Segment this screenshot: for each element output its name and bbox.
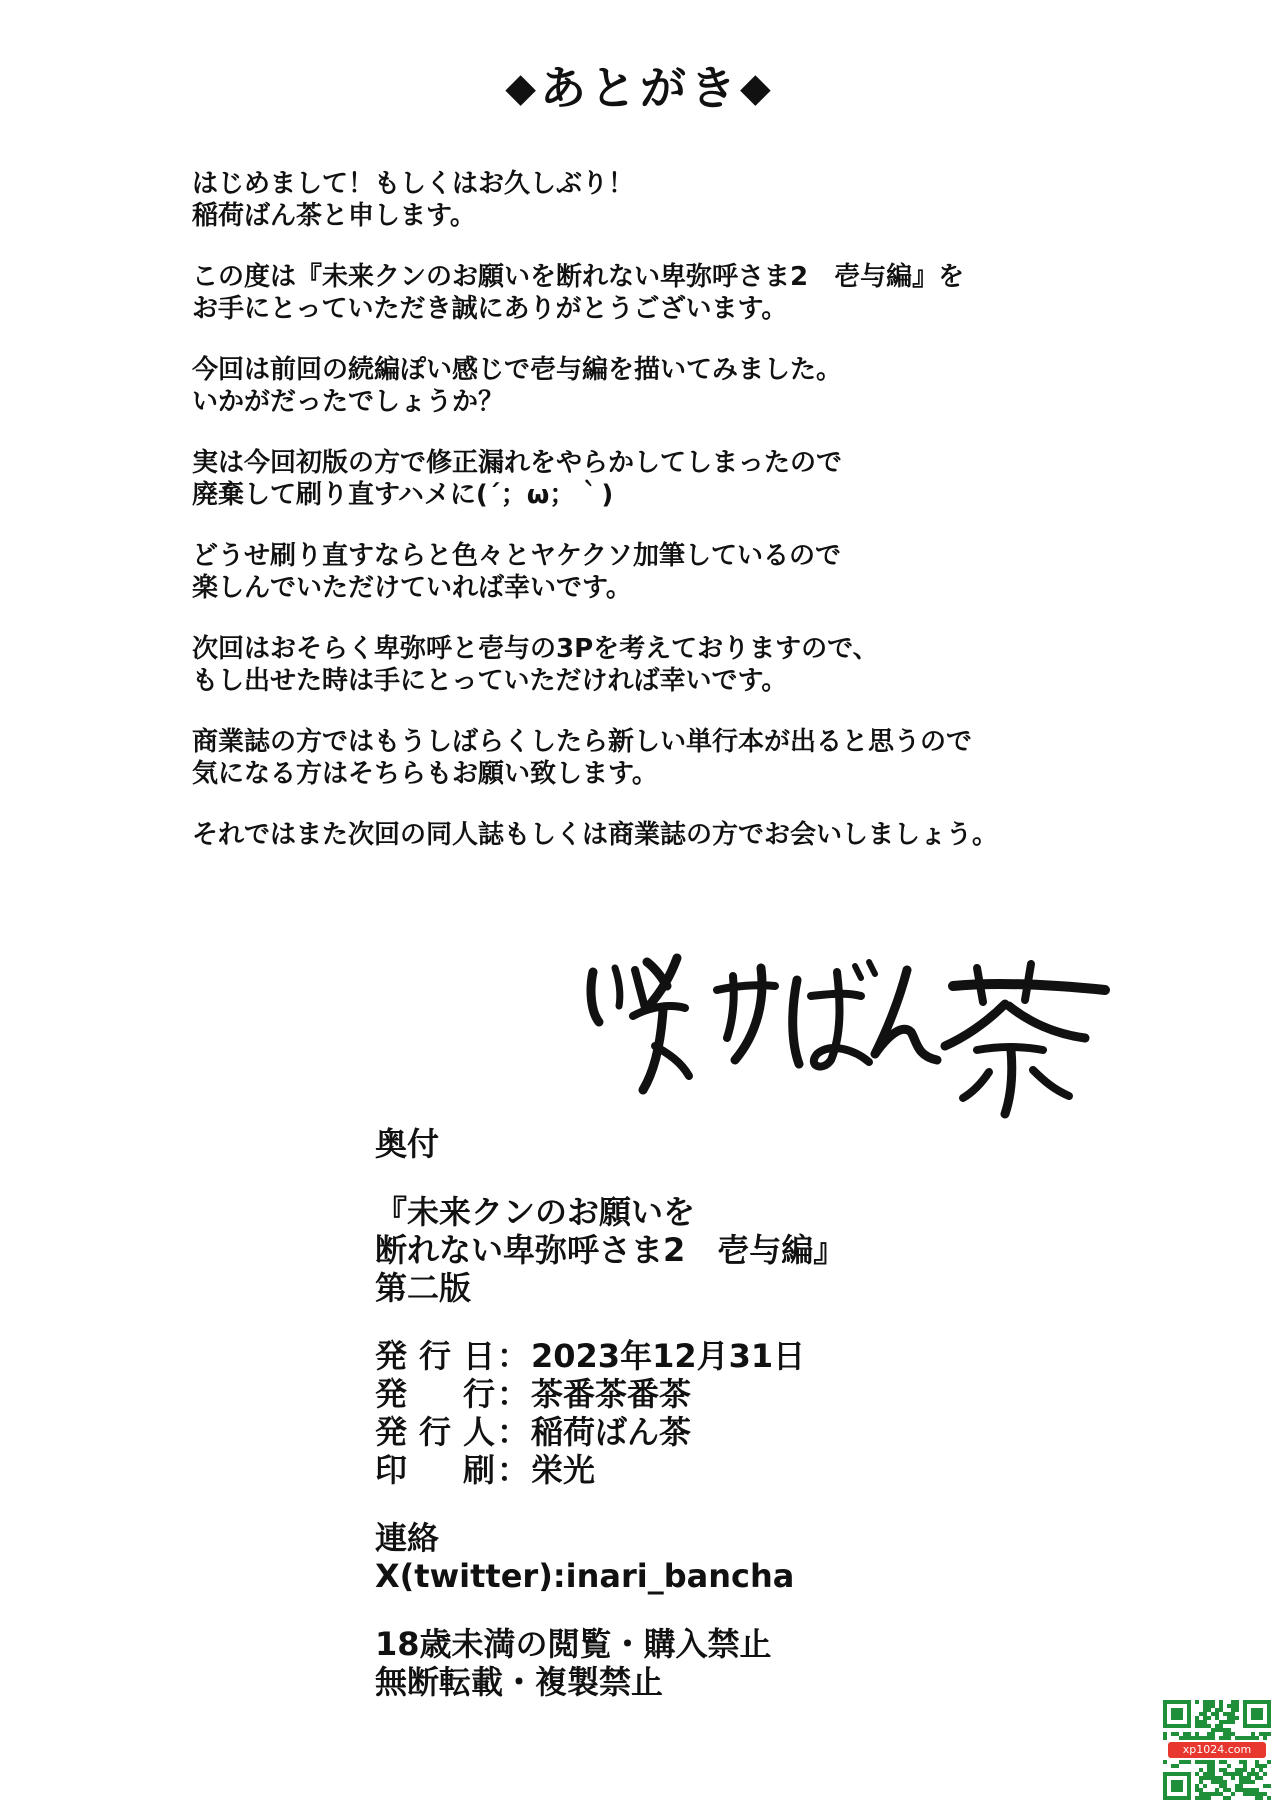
detail-separator: ：: [496, 1375, 529, 1413]
contact-block: [375, 1519, 1075, 1595]
detail-row: [375, 1337, 1075, 1375]
detail-row: [375, 1413, 1075, 1451]
detail-value: 2023年12月31日: [531, 1337, 806, 1375]
diamond-left-icon: ◆: [505, 65, 540, 111]
colophon-heading: 奥付: [375, 1125, 440, 1163]
afterword-line: はじめまして！もしくはお久しぶり！: [192, 169, 635, 199]
afterword-paragraph: [192, 354, 1192, 418]
afterword-paragraph: [192, 726, 1192, 790]
detail-separator: ：: [496, 1337, 529, 1375]
afterword-paragraph: [192, 819, 1192, 851]
detail-key: 印刷: [375, 1451, 495, 1489]
detail-key: 発行人: [375, 1413, 495, 1451]
afterword-line: 今回は前回の続編ぽい感じで壱与編を描いてみました。: [192, 355, 843, 385]
afterword-text: [192, 168, 1192, 880]
afterword-line: 廃棄して刷り直すハメに(´；ω；｀): [192, 480, 614, 510]
qr-caption: xp1024.com: [1168, 1742, 1266, 1758]
afterword-line: お手にとっていただき誠にありがとうございます。: [192, 294, 788, 324]
detail-value: 稲荷ばん茶: [531, 1413, 692, 1451]
detail-separator: ：: [496, 1413, 529, 1451]
edition-label: 第二版: [375, 1269, 472, 1307]
book-title-line: 『未来クンのお願いを: [375, 1193, 696, 1231]
notice-line: 18歳未満の閲覧・購入禁止: [375, 1625, 772, 1663]
detail-row: [375, 1451, 1075, 1489]
afterword-line: 楽しんでいただけていれば幸いです。: [192, 573, 632, 603]
detail-value: 茶番茶番茶: [531, 1375, 692, 1413]
afterword-paragraph: [192, 540, 1192, 604]
page-title: [0, 52, 1280, 118]
afterword-line: この度は『未来クンのお願いを断れない卑弥呼さま2 壱与編』を: [192, 262, 965, 292]
contact-handle: X(twitter):inari_bancha: [375, 1557, 795, 1595]
contact-heading: 連絡: [375, 1519, 440, 1557]
detail-key: 発行: [375, 1375, 495, 1413]
afterword-line: いかがだったでしょうか？: [192, 387, 505, 417]
book-title: [375, 1193, 1075, 1307]
afterword-line: それではまた次回の同人誌もしくは商業誌の方でお会いしましょう。: [192, 820, 999, 850]
afterword-line: どうせ刷り直すならと色々とヤケクソ加筆しているので: [192, 541, 841, 571]
notices: [375, 1625, 1075, 1701]
afterword-line: 実は今回初版の方で修正漏れをやらかしてしまったので: [192, 448, 843, 478]
title-text: あとがき: [540, 61, 740, 115]
detail-separator: ：: [496, 1451, 529, 1489]
detail-key: 発行日: [375, 1337, 495, 1375]
publication-details: [375, 1337, 1075, 1489]
notice-line: 無断転載・複製禁止: [375, 1663, 664, 1701]
afterword-line: 気になる方はそちらもお願い致します。: [192, 759, 658, 789]
detail-row: [375, 1375, 1075, 1413]
detail-value: 栄光: [531, 1451, 596, 1489]
afterword-paragraph: [192, 633, 1192, 697]
afterword-line: 稲荷ばん茶と申します。: [192, 201, 476, 231]
afterword-paragraph: [192, 261, 1192, 325]
handwritten-signature: [585, 950, 1125, 1125]
afterword-paragraph: [192, 447, 1192, 511]
afterword-line: 次回はおそらく卑弥呼と壱与の3Pを考えておりますので、: [192, 634, 879, 664]
afterword-line: もし出せた時は手にとっていただければ幸いです。: [192, 666, 788, 696]
diamond-right-icon: ◆: [740, 65, 775, 111]
afterword-line: 商業誌の方ではもうしばらくしたら新しい単行本が出ると思うので: [192, 727, 973, 757]
colophon: [375, 1125, 1075, 1731]
book-title-line: 断れない卑弥呼さま2 壱与編』: [375, 1231, 846, 1269]
afterword-paragraph: [192, 168, 1192, 232]
